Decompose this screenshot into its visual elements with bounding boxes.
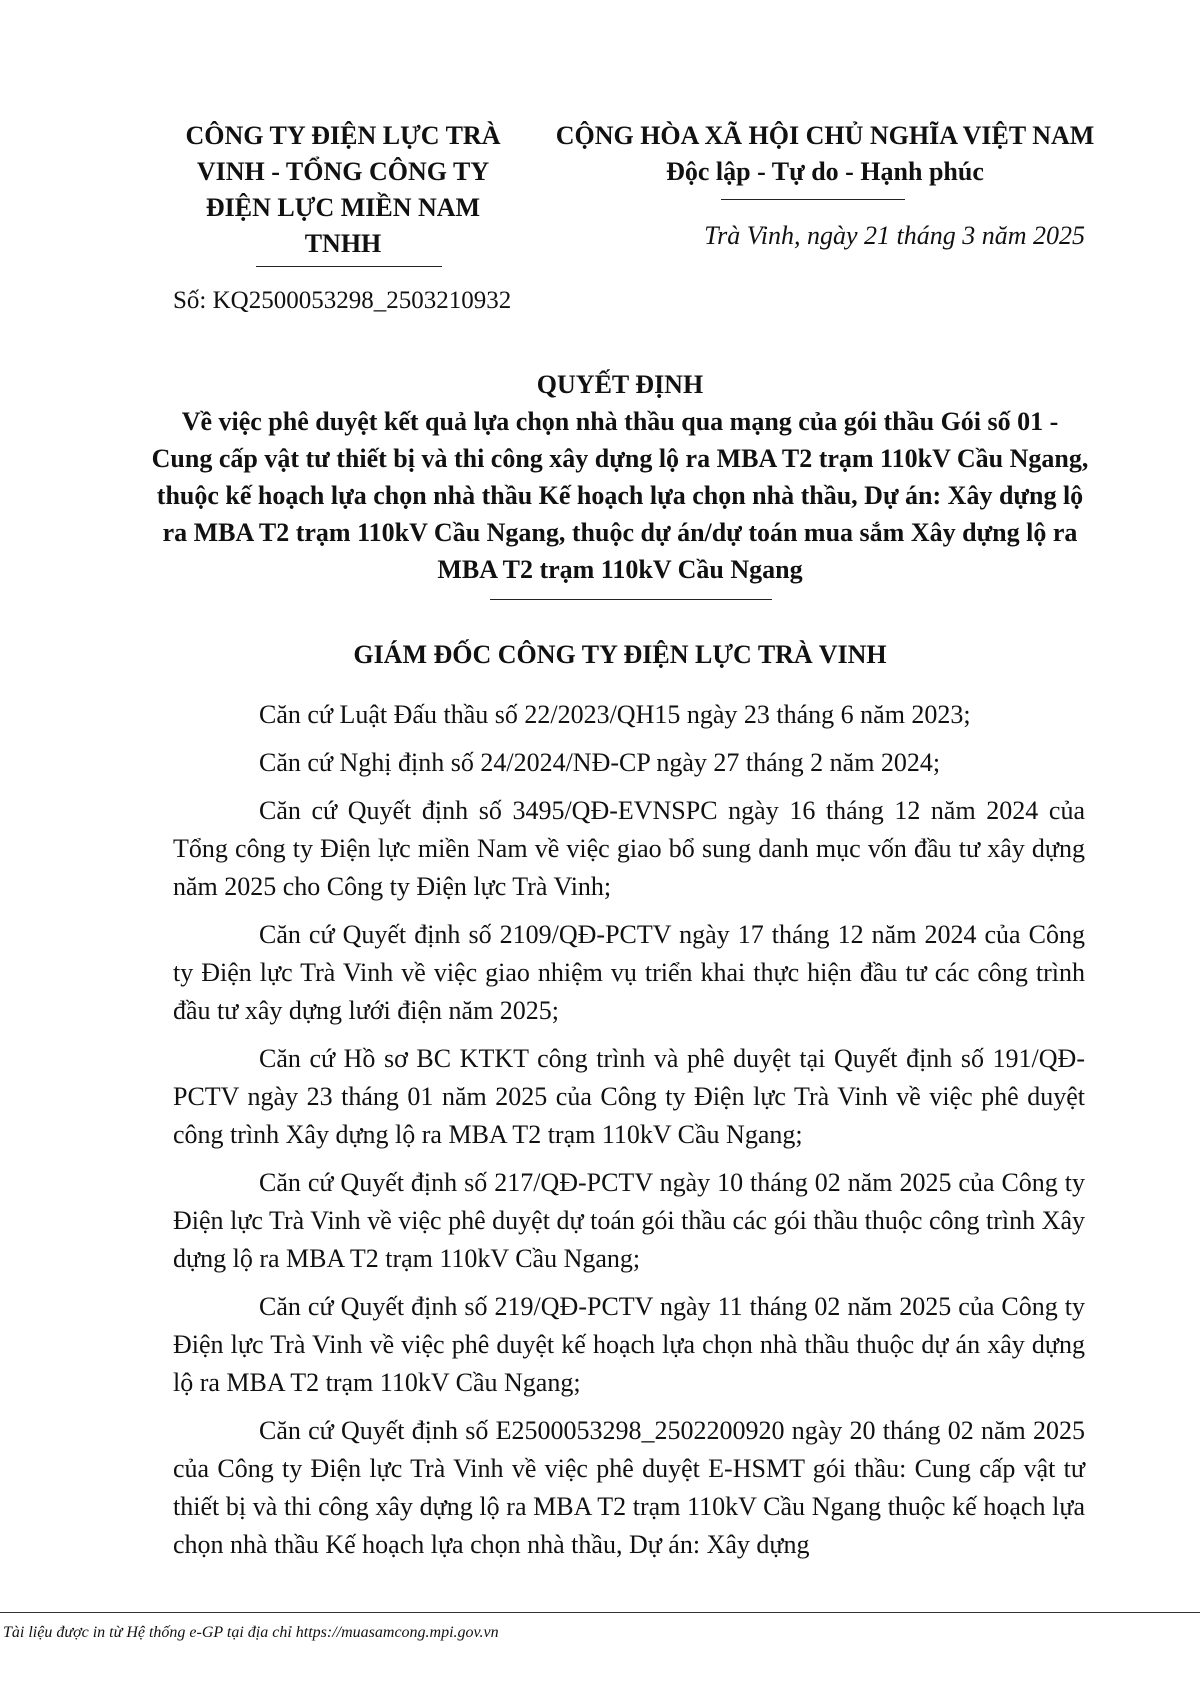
legal-basis-item: Căn cứ Hồ sơ BC KTKT công trình và phê duyệt tại Quyết định số 191/QĐ-PCTV ngày 23 tháng 01 năm 2025 của Công ty Điện lực Trà Vinh về việc phê duyệt công trình Xây dựng lộ ra MBA T2 trạm 110kV Cầu Ngang; [173, 1044, 1085, 1149]
organization-divider [256, 266, 442, 267]
decision-subject: Về việc phê duyệt kết quả lựa chọn nhà thầu qua mạng của gói thầu Gói số 01 - Cung cấp vật tư thiết bị và thi công xây dựng lộ ra MBA T2 trạm 110kV Cầu Ngang, thuộc kế hoạch lựa chọn nhà thầu Kế hoạch lựa chọn nhà thầu, Dự án: Xây dựng lộ ra MBA T2 trạm 110kV Cầu Ngang, thuộc dự án/dự toán mua sắm Xây dựng lộ ra MBA T2 trạm 110kV Cầu Ngang [151, 407, 1089, 584]
director-heading: GIÁM ĐỐC CÔNG TY ĐIỆN LỰC TRÀ VINH [353, 640, 887, 669]
document-number: Số: KQ2500053298_2503210932 [173, 287, 512, 314]
national-heading [530, 118, 1120, 190]
decision-title-block [150, 366, 1090, 588]
legal-basis-item: Căn cứ Quyết định số 217/QĐ-PCTV ngày 10 tháng 02 năm 2025 của Công ty Điện lực Trà Vinh về việc phê duyệt dự toán gói thầu các gói thầu thuộc công trình Xây dựng lộ ra MBA T2 trạm 110kV Cầu Ngang; [173, 1168, 1085, 1273]
title-divider [490, 599, 772, 600]
nation-name: CỘNG HÒA XÃ HỘI CHỦ NGHĨA VIỆT NAM [555, 121, 1095, 150]
legal-basis-item: Căn cứ Nghị định số 24/2024/NĐ-CP ngày 27 tháng 2 năm 2024; [259, 748, 941, 777]
legal-basis-item: Căn cứ Quyết định số 2109/QĐ-PCTV ngày 17 tháng 12 năm 2024 của Công ty Điện lực Trà Vinh về việc giao nhiệm vụ triển khai thực hiện đầu tư các công trình đầu tư xây dựng lưới điện năm 2025; [173, 920, 1085, 1025]
place-and-date: Trà Vinh, ngày 21 tháng 3 năm 2025 [704, 221, 1085, 250]
legal-bases [173, 696, 1085, 1574]
legal-basis-item: Căn cứ Quyết định số E2500053298_2502200920 ngày 20 tháng 02 năm 2025 của Công ty Điện lực Trà Vinh về việc phê duyệt E-HSMT gói thầu: Cung cấp vật tư thiết bị và thi công xây dựng lộ ra MBA T2 trạm 110kV Cầu Ngang thuộc kế hoạch lựa chọn nhà thầu Kế hoạch lựa chọn nhà thầu, Dự án: Xây dựng [173, 1416, 1085, 1559]
national-motto: Độc lập - Tự do - Hạnh phúc [666, 157, 984, 186]
print-source-note: Tài liệu được in từ Hệ thống e-GP tại địa chỉ https://muasamcong.mpi.gov.vn [3, 1624, 499, 1641]
motto-divider [721, 199, 905, 200]
legal-basis-item: Căn cứ Quyết định số 219/QĐ-PCTV ngày 11 tháng 02 năm 2025 của Công ty Điện lực Trà Vinh về việc phê duyệt kế hoạch lựa chọn nhà thầu thuộc dự án xây dựng lộ ra MBA T2 trạm 110kV Cầu Ngang; [173, 1292, 1085, 1397]
issuing-organization: CÔNG TY ĐIỆN LỰC TRÀ VINH - TỔNG CÔNG TY ĐIỆN LỰC MIỀN NAM TNHH [185, 121, 501, 258]
legal-basis-item: Căn cứ Luật Đấu thầu số 22/2023/QH15 ngày 23 tháng 6 năm 2023; [259, 700, 971, 729]
legal-basis-item: Căn cứ Quyết định số 3495/QĐ-EVNSPC ngày 16 tháng 12 năm 2024 của Tổng công ty Điện lực miền Nam về việc giao bổ sung danh mục vốn đầu tư xây dựng năm 2025 cho Công ty Điện lực Trà Vinh; [173, 796, 1085, 901]
decision-heading: QUYẾT ĐỊNH [536, 370, 704, 399]
footer-divider [0, 1612, 1200, 1613]
